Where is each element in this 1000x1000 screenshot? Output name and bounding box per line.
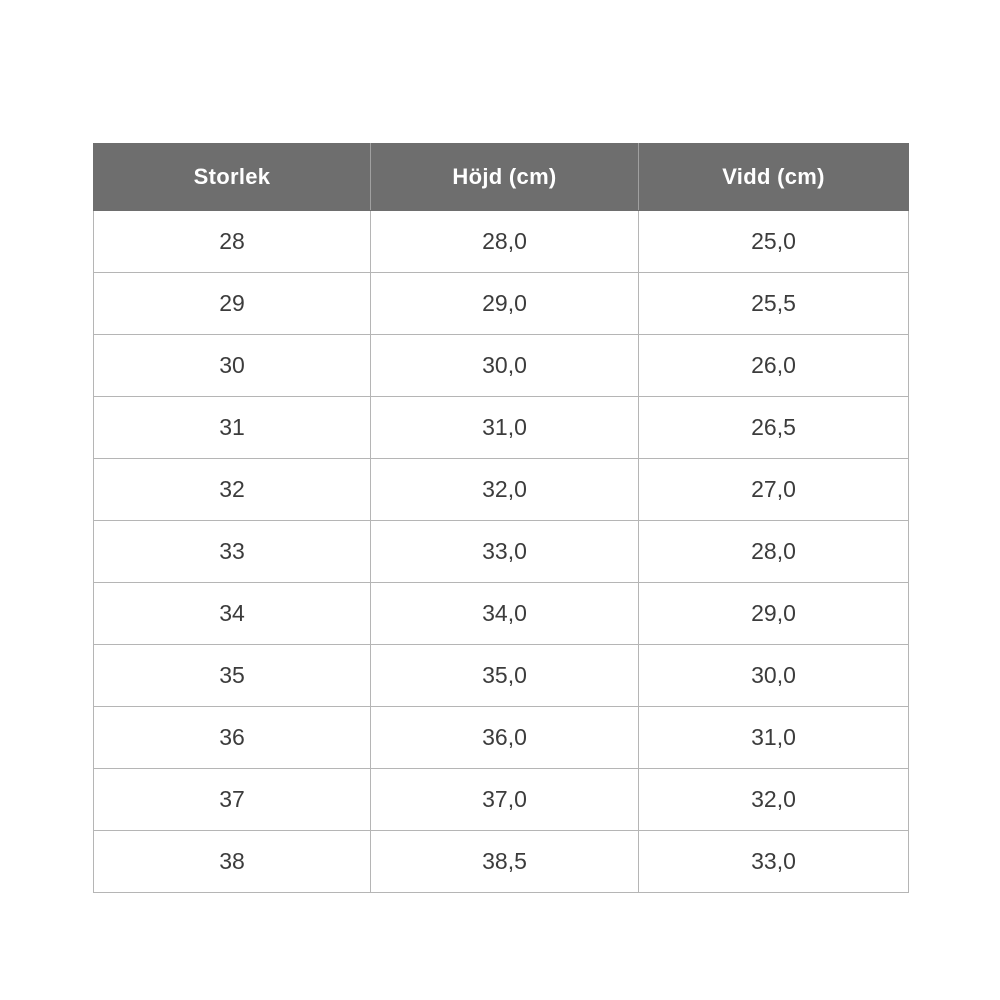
column-header-width: Vidd (cm) xyxy=(639,144,909,211)
cell-size: 34 xyxy=(94,583,371,645)
table-header-row xyxy=(94,144,909,211)
cell-size: 31 xyxy=(94,397,371,459)
cell-size: 35 xyxy=(94,645,371,707)
cell-height: 29,0 xyxy=(371,273,639,335)
table-row xyxy=(94,273,909,335)
cell-height: 28,0 xyxy=(371,211,639,273)
cell-width: 27,0 xyxy=(639,459,909,521)
cell-height: 34,0 xyxy=(371,583,639,645)
cell-height: 33,0 xyxy=(371,521,639,583)
cell-size: 33 xyxy=(94,521,371,583)
table-row xyxy=(94,645,909,707)
cell-width: 30,0 xyxy=(639,645,909,707)
cell-width: 26,0 xyxy=(639,335,909,397)
table-row xyxy=(94,335,909,397)
table-row xyxy=(94,707,909,769)
cell-size: 28 xyxy=(94,211,371,273)
cell-width: 28,0 xyxy=(639,521,909,583)
size-chart-table xyxy=(93,143,909,893)
cell-width: 33,0 xyxy=(639,831,909,893)
cell-width: 32,0 xyxy=(639,769,909,831)
cell-size: 32 xyxy=(94,459,371,521)
table-header xyxy=(94,144,909,211)
table-row xyxy=(94,831,909,893)
column-header-height: Höjd (cm) xyxy=(371,144,639,211)
table-row xyxy=(94,211,909,273)
table-row xyxy=(94,459,909,521)
table-row xyxy=(94,583,909,645)
cell-width: 25,0 xyxy=(639,211,909,273)
cell-height: 32,0 xyxy=(371,459,639,521)
cell-height: 36,0 xyxy=(371,707,639,769)
cell-height: 30,0 xyxy=(371,335,639,397)
cell-width: 25,5 xyxy=(639,273,909,335)
table-row xyxy=(94,397,909,459)
cell-height: 38,5 xyxy=(371,831,639,893)
cell-height: 37,0 xyxy=(371,769,639,831)
cell-height: 31,0 xyxy=(371,397,639,459)
cell-width: 29,0 xyxy=(639,583,909,645)
cell-height: 35,0 xyxy=(371,645,639,707)
cell-size: 30 xyxy=(94,335,371,397)
cell-size: 38 xyxy=(94,831,371,893)
cell-width: 31,0 xyxy=(639,707,909,769)
cell-size: 36 xyxy=(94,707,371,769)
table-row xyxy=(94,769,909,831)
table-row xyxy=(94,521,909,583)
table-body xyxy=(94,211,909,893)
cell-size: 37 xyxy=(94,769,371,831)
cell-size: 29 xyxy=(94,273,371,335)
column-header-size: Storlek xyxy=(94,144,371,211)
size-chart-container xyxy=(93,143,908,893)
cell-width: 26,5 xyxy=(639,397,909,459)
